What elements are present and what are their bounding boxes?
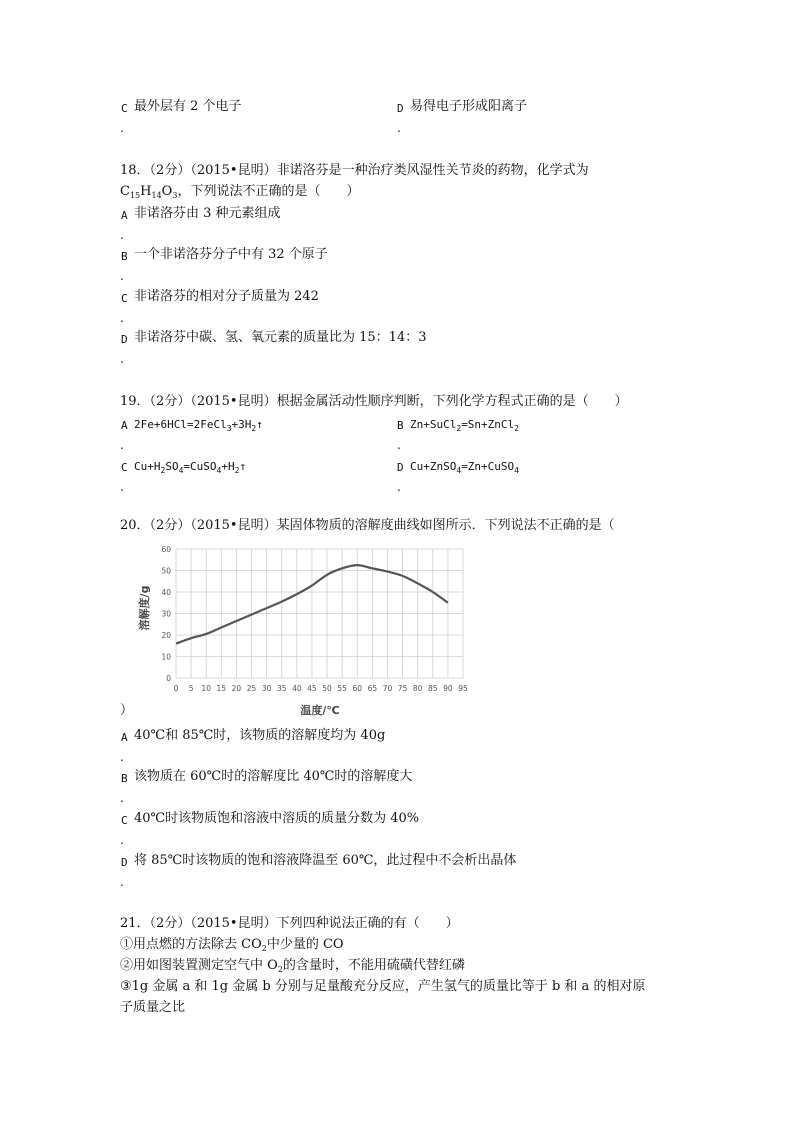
q20-option-b-text: 该物质在 60℃时的溶解度比 40℃时的溶解度大 — [134, 769, 413, 784]
q21-stem: 21．（2分）（2015•昆明）下列四种说法正确的有（ ） — [120, 916, 459, 931]
q18-stem: 18．（2分）（2015•昆明）非诺洛芬是一种治疗类风湿性关节炎的药物，化学式为 — [120, 163, 589, 178]
x-tick-label: 65 — [367, 684, 378, 693]
option-dot: . — [120, 121, 124, 135]
q20-option-d-label: D — [121, 856, 128, 869]
x-tick-label: 90 — [443, 684, 453, 693]
option-dot: . — [120, 352, 124, 366]
eq-part: +H — [221, 460, 235, 473]
x-tick-label: 30 — [261, 684, 272, 693]
option-dot: . — [397, 480, 401, 494]
solubility-chart — [128, 540, 478, 718]
q21-item-1 — [120, 937, 344, 957]
q18-option-a-text: 非诺洛芬由 3 种元素组成 — [134, 206, 281, 221]
x-tick-label: 5 — [188, 684, 194, 693]
q20-stem: 20．（2分）（2015•昆明）某固体物质的溶解度曲线如图所示．下列说法不正确的是（ — [120, 518, 615, 533]
option-dot: . — [120, 833, 124, 847]
option-dot: . — [120, 438, 124, 452]
eq-sub: 2 — [514, 424, 519, 433]
eq-sub: 4 — [178, 466, 184, 475]
eq-sub: 4 — [456, 466, 462, 475]
y-tick-label: 40 — [161, 588, 171, 597]
q17-option-d-label: D — [397, 102, 404, 115]
q18-option-d-text: 非诺洛芬中碳、氢、氧元素的质量比为 15：14：3 — [134, 330, 427, 345]
formula-h-sub: 14 — [151, 191, 162, 200]
item-text: 中少量的 CO — [266, 937, 344, 952]
up-arrow-icon: ↑ — [239, 460, 247, 473]
x-tick-label: 85 — [428, 684, 438, 693]
formula-o-sub: 3 — [172, 191, 178, 200]
x-tick-label: 55 — [337, 684, 347, 693]
q20-option-a-text: 40℃和 85℃时，该物质的溶解度均为 40g — [134, 728, 386, 743]
q21-item-3-line1: ③1g 金属 a 和 1g 金属 b 分别与足量酸充分反应，产生氢气的质量比等于 b 和 a 的相对原 — [120, 979, 646, 994]
q19-stem: 19．（2分）（2015•昆明）根据金属活动性顺序判断，下列化学方程式正确的是（ ） — [120, 394, 628, 409]
option-dot: . — [120, 480, 124, 494]
option-dot: . — [120, 311, 124, 325]
option-dot: . — [120, 228, 124, 242]
q20-option-d-text: 将 85℃时该物质的饱和溶液降温至 60℃，此过程中不会析出晶体 — [134, 853, 517, 868]
option-dot: . — [120, 875, 124, 889]
eq-sub: 3 — [226, 424, 232, 433]
option-dot: . — [120, 791, 124, 805]
item-sub: 2 — [261, 944, 267, 953]
x-tick-label: 20 — [231, 684, 242, 693]
q21-item-3-line2: 子质量之比 — [120, 1000, 186, 1015]
eq-sub: 2 — [456, 424, 462, 433]
q19-option-b-equation — [410, 417, 519, 437]
q17-option-c-label: C — [121, 102, 128, 115]
y-tick-label: 20 — [161, 631, 171, 640]
eq-sub: 4 — [514, 466, 519, 475]
eq-part: SO — [165, 460, 179, 473]
y-tick-label: 60 — [161, 545, 171, 554]
x-tick-label: 15 — [216, 684, 227, 693]
q19-option-a-label: A — [121, 419, 128, 432]
q18-option-d-label: D — [121, 333, 128, 346]
q17-option-d-text: 易得电子形成阳离子 — [410, 99, 528, 114]
eq-sub: 4 — [216, 466, 222, 475]
q20-option-c-text: 40℃时该物质饱和溶液中溶质的质量分数为 40% — [134, 811, 420, 826]
x-tick-label: 95 — [458, 684, 468, 693]
q18-stem-rest: ，下列说法不正确的是（ ） — [177, 184, 360, 199]
q19-option-a-equation — [134, 417, 263, 437]
eq-part: Cu+H — [134, 460, 161, 473]
eq-sub: 2 — [160, 466, 166, 475]
q19-option-d-equation — [410, 459, 519, 479]
q18-option-b-text: 一个非诺洛芬分子中有 32 个原子 — [134, 247, 328, 262]
x-axis-label: 温度/℃ — [300, 704, 340, 717]
eq-part: Zn+SuCl — [410, 418, 457, 431]
y-tick-label: 10 — [161, 652, 171, 662]
item-sub: 2 — [277, 965, 283, 974]
eq-part: =Sn+ZnCl — [461, 418, 515, 431]
q18-option-a-label: A — [121, 209, 128, 222]
q18-option-c-label: C — [121, 292, 128, 305]
q19-option-c-equation — [134, 459, 246, 479]
chart-ticks — [161, 545, 468, 693]
x-tick-label: 10 — [201, 684, 211, 693]
eq-part: Cu+ZnSO — [410, 460, 457, 473]
option-dot: . — [397, 438, 401, 452]
eq-part: =CuSO — [183, 460, 217, 473]
y-tick-label: 50 — [161, 566, 171, 576]
chart-grid — [176, 549, 463, 678]
formula-c-sub: 15 — [129, 191, 141, 200]
q18-option-b-label: B — [121, 250, 128, 263]
eq-part: +3H — [231, 418, 252, 431]
formula-o: O — [161, 184, 173, 199]
up-arrow-icon: ↑ — [256, 418, 263, 431]
q21-item-2 — [120, 958, 465, 978]
q20-stem-end: ） — [120, 703, 134, 718]
formula-h: H — [140, 184, 152, 199]
x-tick-label: 45 — [307, 684, 317, 693]
option-dot: . — [120, 750, 124, 764]
x-tick-label: 50 — [322, 684, 332, 693]
formula-c: C — [120, 184, 130, 199]
y-tick-label: 30 — [161, 609, 171, 619]
x-tick-label: 60 — [352, 684, 363, 693]
eq-sub: 2 — [234, 466, 240, 475]
eq-part: =Zn+CuSO — [461, 460, 515, 473]
x-tick-label: 0 — [173, 684, 179, 693]
item-text: ①用点燃的方法除去 CO — [120, 937, 262, 952]
q20-option-b-label: B — [121, 772, 128, 785]
q19-option-c-label: C — [121, 461, 128, 474]
item-text: ②用如图装置测定空气中 O — [120, 958, 278, 973]
q18-option-c-text: 非诺洛芬的相对分子质量为 242 — [134, 289, 319, 304]
option-dot: . — [120, 269, 124, 283]
x-tick-label: 80 — [412, 684, 423, 693]
item-text: 的含量时，不能用硫磺代替红磷 — [282, 958, 465, 973]
x-tick-label: 40 — [292, 684, 302, 693]
x-tick-label: 25 — [246, 684, 257, 693]
q19-option-b-label: B — [397, 419, 404, 432]
x-tick-label: 70 — [382, 684, 393, 693]
q17-option-c-text: 最外层有 2 个电子 — [134, 99, 242, 114]
eq-part: 2Fe+6HCl=2FeCl — [134, 418, 227, 431]
q20-option-a-label: A — [121, 731, 128, 744]
x-tick-label: 75 — [397, 684, 408, 693]
y-tick-label: 0 — [166, 674, 171, 683]
q19-option-d-label: D — [397, 461, 404, 474]
y-axis-label: 溶解度/g — [138, 585, 151, 631]
q18-stem-formula-line — [120, 184, 359, 204]
x-tick-label: 35 — [276, 684, 287, 693]
eq-sub: 2 — [251, 424, 257, 433]
q20-option-c-label: C — [121, 814, 128, 827]
option-dot: . — [397, 121, 401, 135]
